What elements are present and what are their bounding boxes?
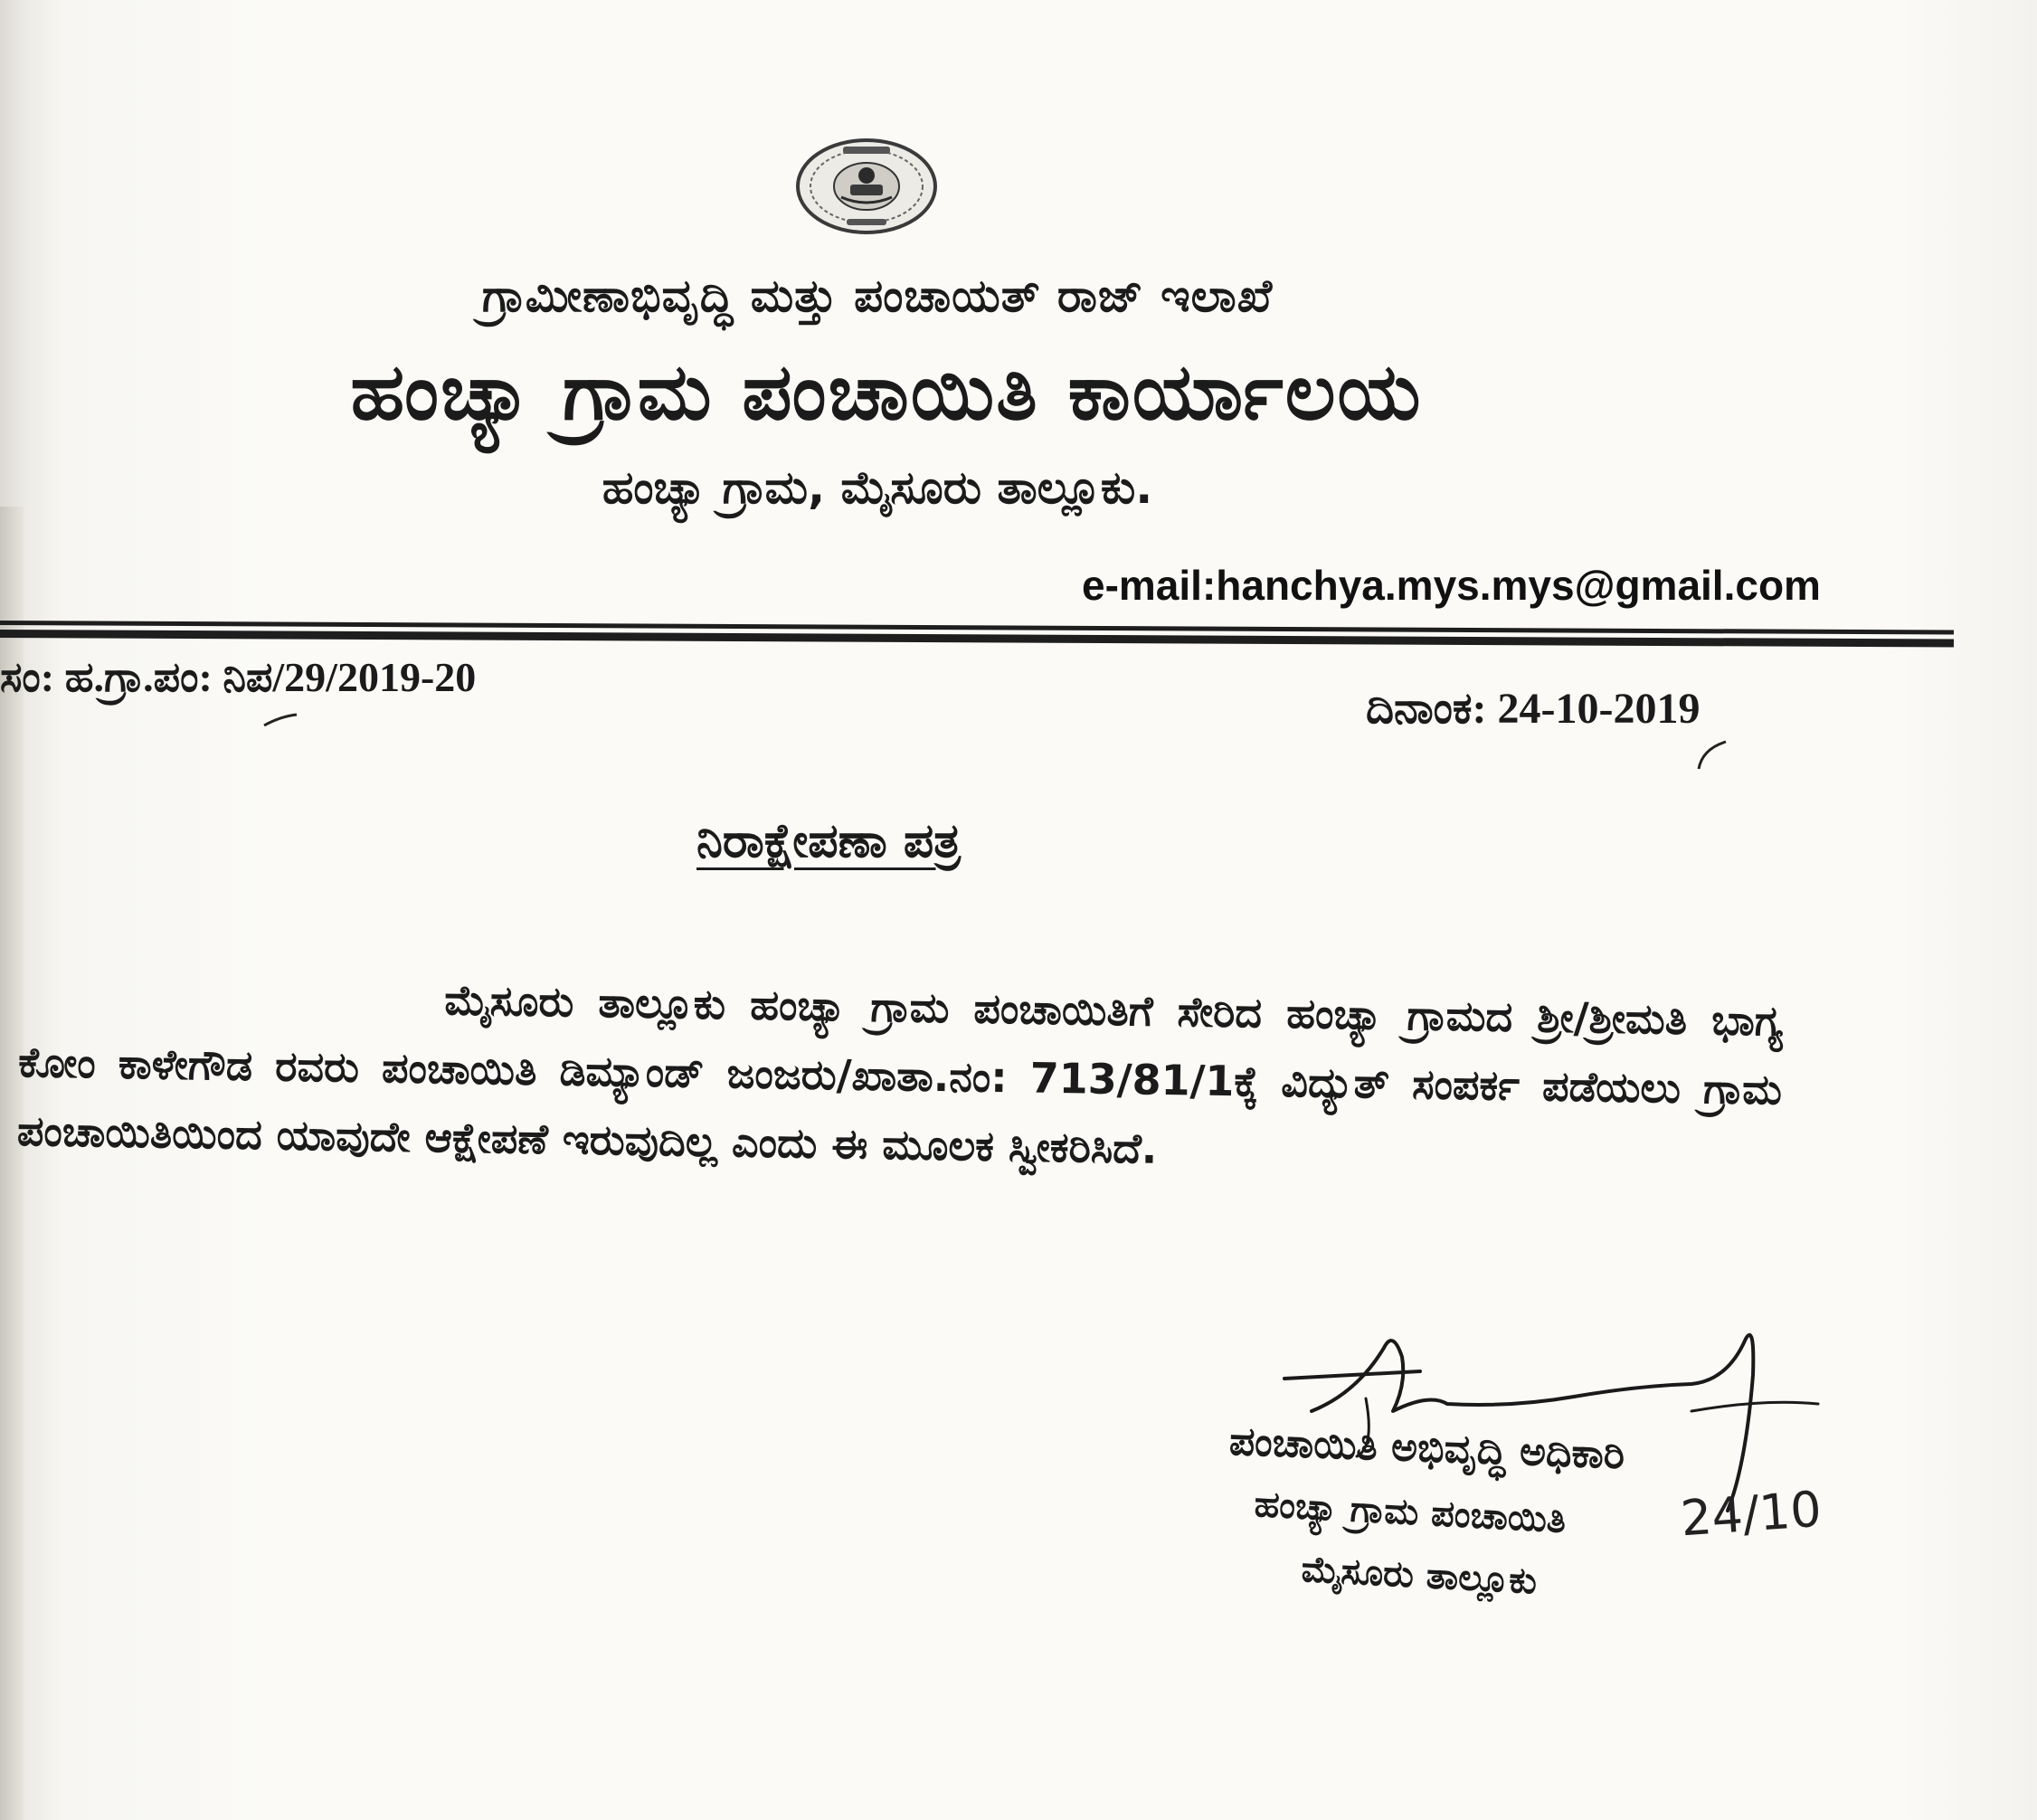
letter-body: ಮೈಸೂರು ತಾಲ್ಲೂಕು ಹಂಚ್ಯಾ ಗ್ರಾಮ ಪಂಚಾಯಿತಿಗೆ ಸೇರಿದ ಹಂಚ್ಯಾ ಗ್ರಾಮದ ಶ್ರೀ/ಶ್ರೀಮತಿ ಭಾಗ್ಯ ಕೋಂ ಕಾಳೇಗೌಡ ರವರು ಪಂಚಾಯಿತಿ ಡಿಮ್ಯಾಂಡ್ ಜಂಜರು/ಖಾತಾ.ನಂ: 713/81/1ಕ್ಕೆ ವಿದ್ಯುತ್ ಸಂಪರ್ಕ ಪಡೆಯಲು ಗ್ರಾಮ ಪಂಚಾಯಿತಿಯಿಂದ ಯಾವುದೇ ಆಕ್ಷೇಪಣೆ ಇರುವುದಿಲ್ಲ ಎಂದು ಈ ಮೂಲಕ ಸ್ವೀಕರಿಸಿದೆ. <box>16 975 1784 1173</box>
pen-tick-mark <box>1695 738 1728 771</box>
pen-tick-mark <box>262 711 298 729</box>
letter-subject: ನಿರಾಕ್ಷೇಪಣಾ ಪತ್ರ <box>696 814 961 868</box>
department-heading: ಗ್ರಾಮೀಣಾಭಿವೃದ್ಧಿ ಮತ್ತು ಪಂಚಾಯತ್ ರಾಜ್ ಇಲಾಖೆ <box>481 270 1274 322</box>
office-email: e-mail:hanchya.mys.mys@gmail.com <box>1082 562 1821 609</box>
reference-number: ಸಂ: ಹ.ಗ್ರಾ.ಪಂ: ನಿಪ/29/2019-20 <box>0 654 477 700</box>
office-name-heading: ಹಂಚ್ಯಾ ಗ್ರಾಮ ಪಂಚಾಯಿತಿ ಕಾರ್ಯಾಲಯ <box>350 347 1423 438</box>
karnataka-state-emblem-icon <box>794 137 939 235</box>
office-address: ಹಂಚ್ಯಾ ಗ್ರಾಮ, ಮೈಸೂರು ತಾಲ್ಲೂಕು. <box>602 461 1153 514</box>
signatory-taluk: ಮೈಸೂರು ತಾಲ್ಲೂಕು <box>1300 1549 1539 1603</box>
letter-date: ದಿನಾಂಕ: 24-10-2019 <box>1366 685 1701 733</box>
signatory-panchayat: ಹಂಚ್ಯಾ ಗ್ರಾಮ ಪಂಚಾಯಿತಿ <box>1253 1483 1568 1541</box>
signature-handwritten-date: 24/10 <box>1678 1480 1824 1548</box>
signatory-designation: ಪಂಚಾಯಿತಿ ಅಭಿವೃದ್ಧಿ ಅಧಿಕಾರಿ <box>1228 1418 1625 1479</box>
